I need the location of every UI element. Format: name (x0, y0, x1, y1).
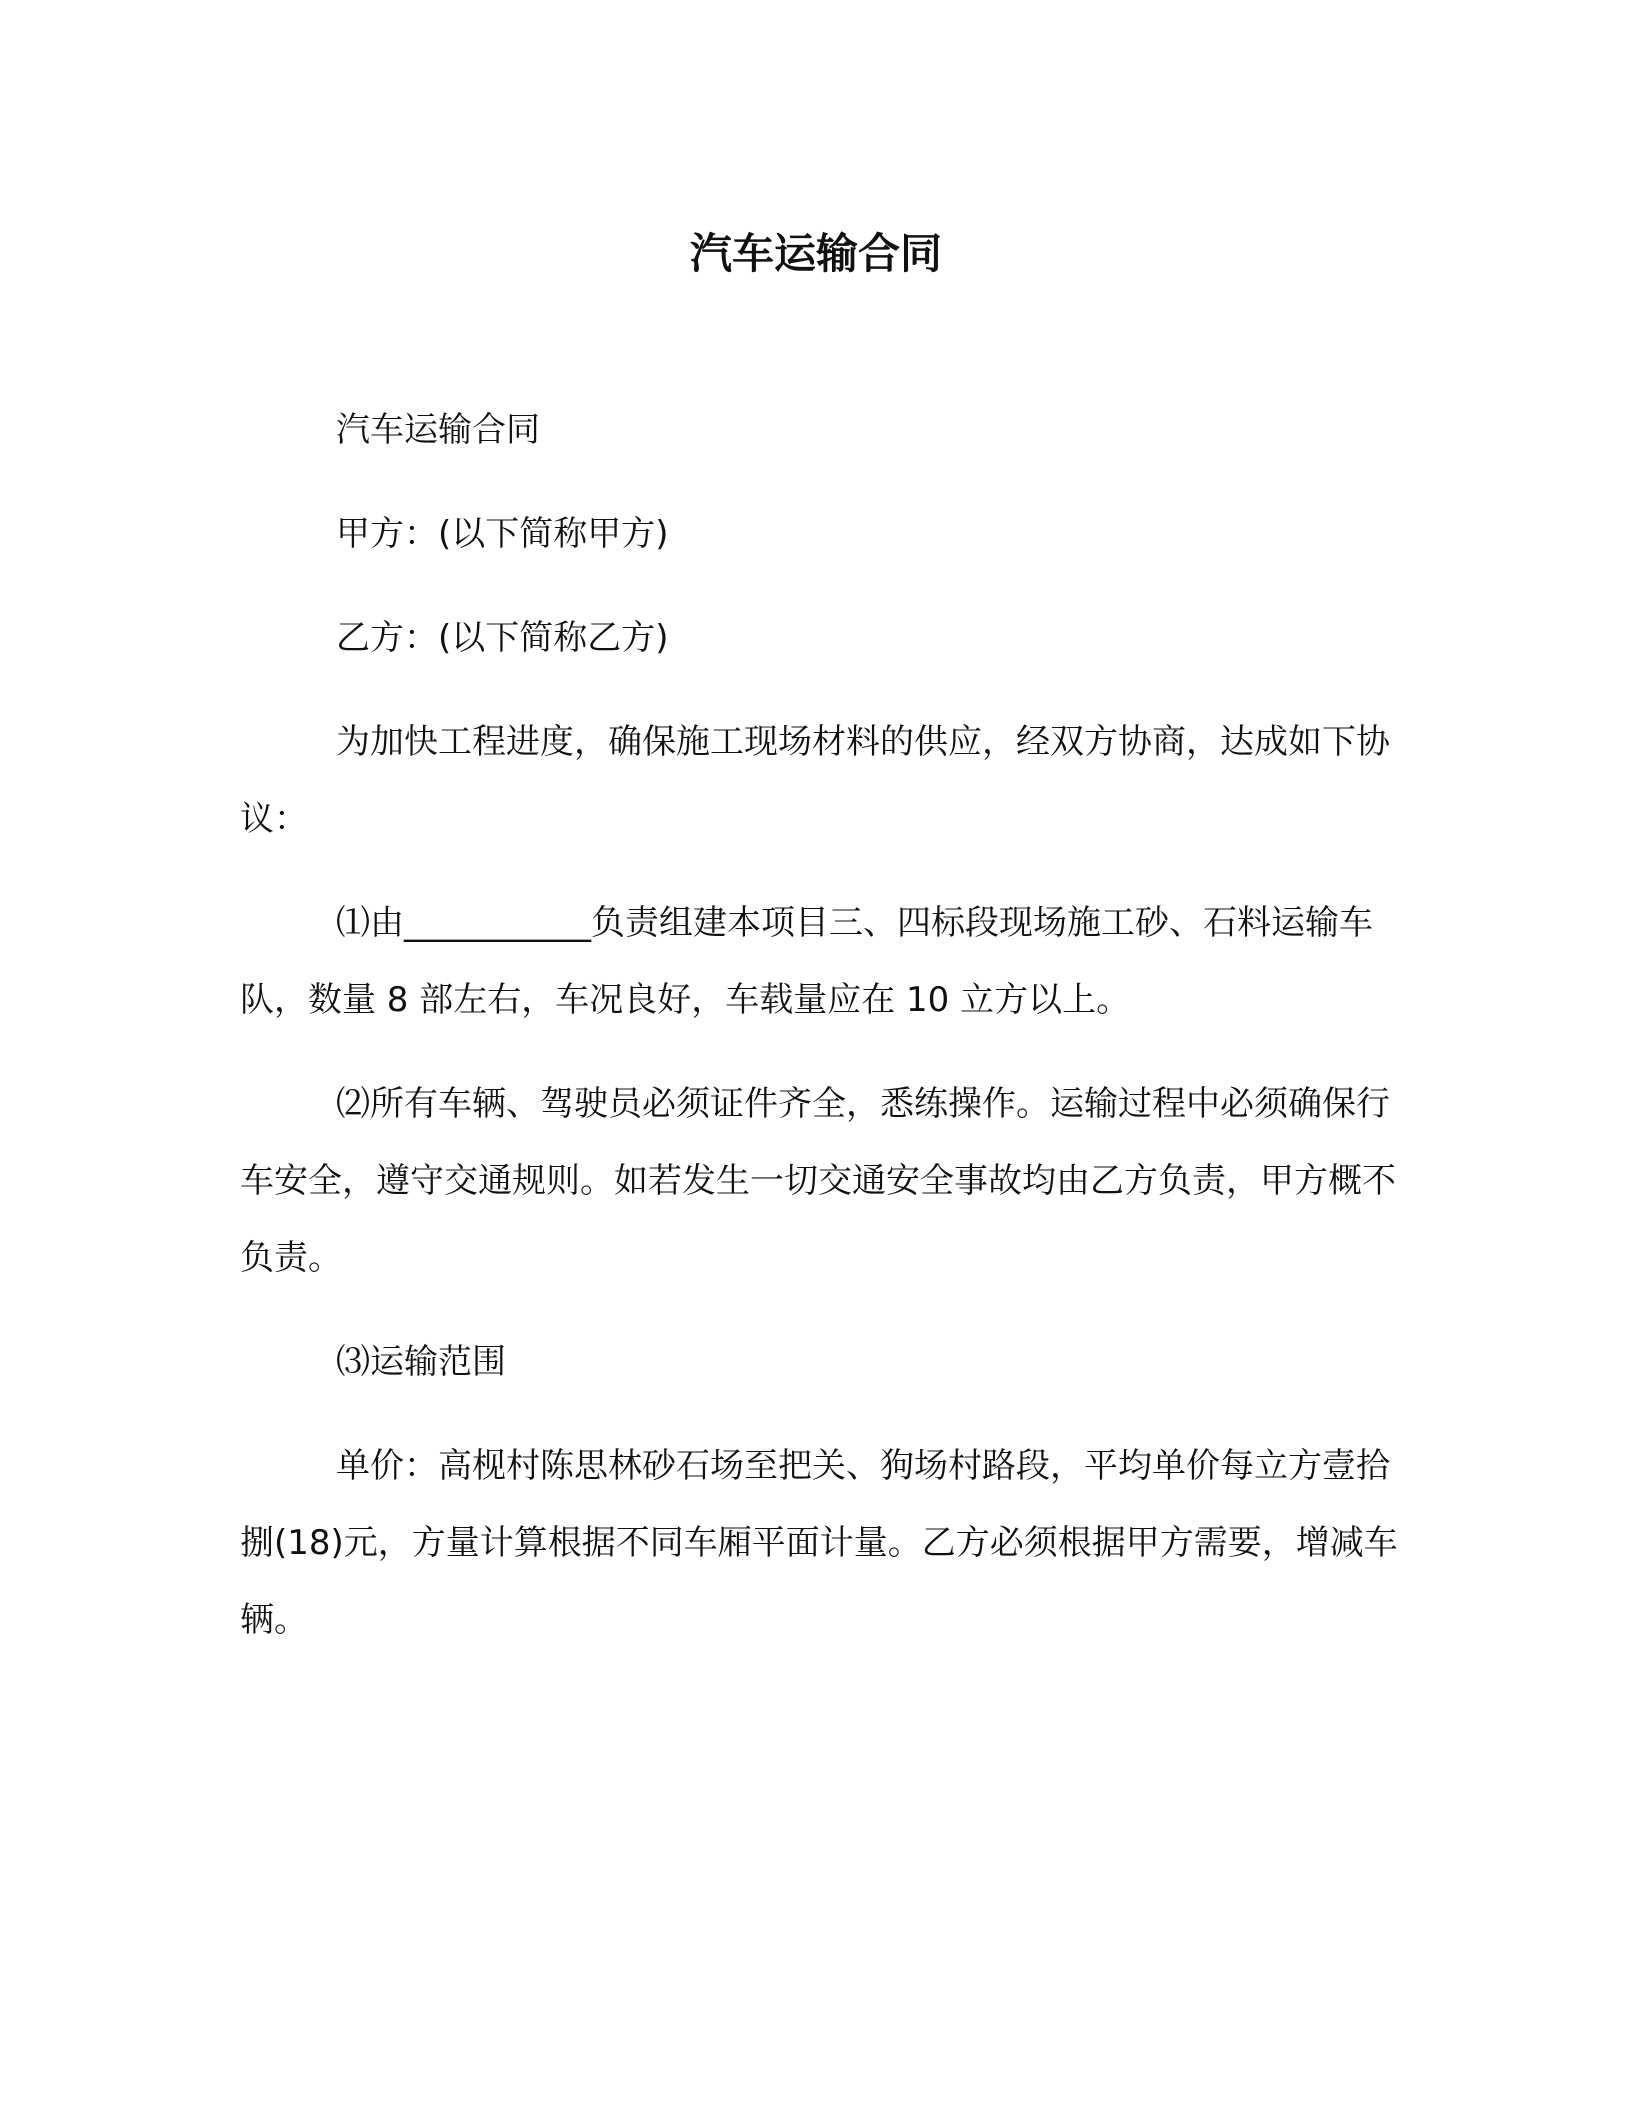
paragraph-unit-price: 单价：高枧村陈思林砂石场至把关、狗场村路段，平均单价每立方壹拾捌(18)元，方量计算根据不同车厢平面计量。乙方必须根据甲方需要，增减车辆。 (240, 1446, 1398, 1640)
paragraph-clause-2: ⑵所有车辆、驾驶员必须证件齐全，悉练操作。运输过程中必须确保行车安全，遵守交通规则。如若发生一切交通安全事故均由乙方负责，甲方概不负责。 (240, 1084, 1396, 1278)
paragraph-preamble: 为加快工程进度，确保施工现场材料的供应，经双方协商，达成如下协议： (240, 722, 1390, 839)
paragraph-party-a: 甲方：(以下简称甲方) (336, 514, 669, 554)
document-title: 汽车运输合同 (689, 229, 942, 278)
document-body (240, 392, 1400, 1686)
paragraph-party-b: 乙方：(以下简称乙方) (336, 618, 669, 658)
paragraph-clause-3: ⑶运输范围 (336, 1342, 506, 1382)
paragraph-heading: 汽车运输合同 (336, 410, 540, 450)
paragraph-clause-1: ⑴由___________负责组建本项目三、四标段现场施工砂、石料运输车队，数量 8 部左右，车况良好，车载量应在 10 立方以上。 (240, 903, 1373, 1020)
